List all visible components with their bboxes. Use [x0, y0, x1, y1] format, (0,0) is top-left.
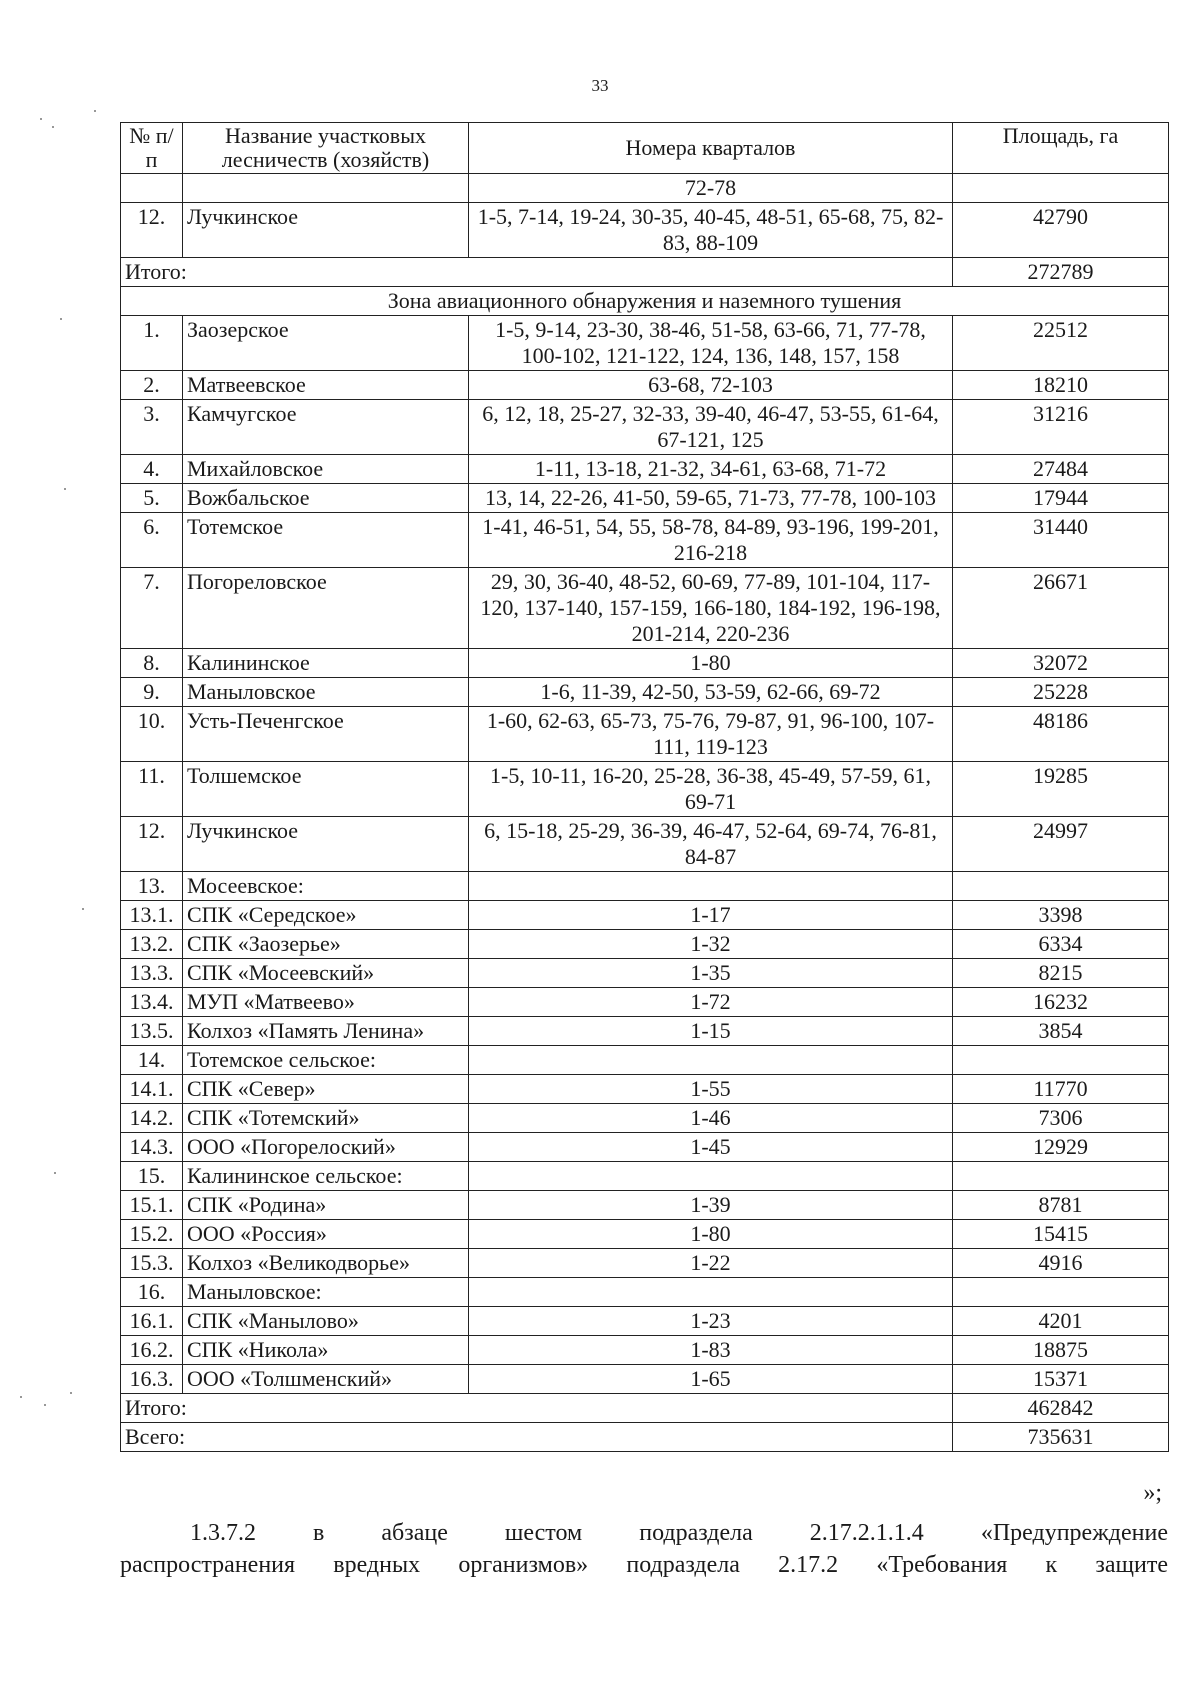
cell-name: СПК «Мосеевский»: [183, 959, 469, 988]
cell-num: 16.2.: [121, 1336, 183, 1365]
cell-quarters: 1-11, 13-18, 21-32, 34-61, 63-68, 71-72: [469, 455, 953, 484]
cell-name: СПК «Середское»: [183, 901, 469, 930]
cell-num: 7.: [121, 568, 183, 649]
cell-name: СПК «Родина»: [183, 1191, 469, 1220]
cell-area: [953, 1162, 1169, 1191]
cell-num: 15.3.: [121, 1249, 183, 1278]
cell-area: 17944: [953, 484, 1169, 513]
table-row: [121, 1162, 1169, 1191]
cell-quarters: 1-55: [469, 1075, 953, 1104]
table-row: [121, 1307, 1169, 1336]
cell-num: 13.5.: [121, 1017, 183, 1046]
cell-name: СПК «Никола»: [183, 1336, 469, 1365]
cell-area: 8781: [953, 1191, 1169, 1220]
table-body: [121, 174, 1169, 316]
totals-body: [121, 1394, 1169, 1452]
cell-area: 18210: [953, 371, 1169, 400]
table-row: [121, 1220, 1169, 1249]
zone-title-row: [121, 287, 1169, 316]
cell-name: Усть-Печенгское: [183, 707, 469, 762]
cell-area: 31216: [953, 400, 1169, 455]
cell-num: 1.: [121, 316, 183, 371]
cell-name: Калининское сельское:: [183, 1162, 469, 1191]
table-row: [121, 1336, 1169, 1365]
table-row: [121, 1017, 1169, 1046]
cell-num: 15.1.: [121, 1191, 183, 1220]
cell-num: 5.: [121, 484, 183, 513]
table-row: [121, 455, 1169, 484]
cell-area: [953, 1278, 1169, 1307]
table-row: [121, 988, 1169, 1017]
cell-name: Тотемское сельское:: [183, 1046, 469, 1075]
cell-name: Колхоз «Память Ленина»: [183, 1017, 469, 1046]
grand-total-value: 735631: [953, 1423, 1169, 1452]
cell-area: 16232: [953, 988, 1169, 1017]
cell-name: Матвеевское: [183, 371, 469, 400]
cell-quarters: 6, 15-18, 25-29, 36-39, 46-47, 52-64, 69-74, 76-81, 84-87: [469, 817, 953, 872]
cell-quarters: [469, 1162, 953, 1191]
table-row: [121, 901, 1169, 930]
cell-area: 15371: [953, 1365, 1169, 1394]
table-row: [121, 1104, 1169, 1133]
cell-area: [953, 872, 1169, 901]
cell-name: Лучкинское: [183, 817, 469, 872]
cell-num: 15.2.: [121, 1220, 183, 1249]
cell-num: 11.: [121, 762, 183, 817]
grand-total-label: Всего:: [121, 1423, 953, 1452]
cell-area: 32072: [953, 649, 1169, 678]
cell-name: Маныловское:: [183, 1278, 469, 1307]
cell-area: 6334: [953, 930, 1169, 959]
cell-name: СПК «Север»: [183, 1075, 469, 1104]
cell-area: 22512: [953, 316, 1169, 371]
cell-num: 13.4.: [121, 988, 183, 1017]
cell-area: 4201: [953, 1307, 1169, 1336]
cell-name: Толшемское: [183, 762, 469, 817]
cell-name: ООО «Толшменский»: [183, 1365, 469, 1394]
cell-area: 3398: [953, 901, 1169, 930]
cell-area: 25228: [953, 678, 1169, 707]
cell-name: Колхоз «Великодворье»: [183, 1249, 469, 1278]
forestry-table: [120, 122, 1169, 1452]
scan-speck: [70, 1392, 72, 1394]
table-row: [121, 678, 1169, 707]
header-name: Название участковых лесничеств (хозяйств): [183, 123, 469, 174]
cell-num: 2.: [121, 371, 183, 400]
cell-area: 8215: [953, 959, 1169, 988]
cell-area: 12929: [953, 1133, 1169, 1162]
table-row: [121, 400, 1169, 455]
cell-quarters: 1-46: [469, 1104, 953, 1133]
cell-area: [953, 174, 1169, 203]
table-header-row: [121, 123, 1169, 174]
scan-speck: [60, 318, 62, 320]
table-row: [121, 1133, 1169, 1162]
table-row: [121, 762, 1169, 817]
cell-area: 18875: [953, 1336, 1169, 1365]
cell-area: 4916: [953, 1249, 1169, 1278]
cell-quarters: 1-35: [469, 959, 953, 988]
subtotal-row: [121, 258, 1169, 287]
table-row: [121, 930, 1169, 959]
table-row: [121, 513, 1169, 568]
cell-quarters: 1-80: [469, 1220, 953, 1249]
header-num: № п/п: [121, 123, 183, 174]
cell-name: СПК «Манылово»: [183, 1307, 469, 1336]
header-area: Площадь, га: [953, 123, 1169, 174]
scan-speck: [52, 126, 54, 128]
closing-quote-mark: »;: [1143, 1480, 1162, 1506]
cell-quarters: 1-5, 7-14, 19-24, 30-35, 40-45, 48-51, 65-68, 75, 82-83, 88-109: [469, 203, 953, 258]
scan-speck: [40, 118, 42, 120]
cell-num: 12.: [121, 817, 183, 872]
scan-speck: [64, 488, 66, 490]
table-row: [121, 1365, 1169, 1394]
cell-name: Вожбальское: [183, 484, 469, 513]
cell-quarters: 13, 14, 22-26, 41-50, 59-65, 71-73, 77-78, 100-103: [469, 484, 953, 513]
cell-num: 14.3.: [121, 1133, 183, 1162]
cell-area: 26671: [953, 568, 1169, 649]
cell-num: 16.: [121, 1278, 183, 1307]
table-row: [121, 959, 1169, 988]
scan-speck: [54, 1172, 56, 1174]
cell-quarters: [469, 1278, 953, 1307]
cell-num: 9.: [121, 678, 183, 707]
table-row: [121, 1191, 1169, 1220]
cell-num: 10.: [121, 707, 183, 762]
page-number: 33: [591, 76, 609, 95]
cell-quarters: 1-23: [469, 1307, 953, 1336]
cell-area: 15415: [953, 1220, 1169, 1249]
cell-num: 14.2.: [121, 1104, 183, 1133]
cell-area: 3854: [953, 1017, 1169, 1046]
cell-quarters: 72-78: [469, 174, 953, 203]
cell-quarters: [469, 1046, 953, 1075]
cell-name: Мосеевское:: [183, 872, 469, 901]
cell-quarters: 1-65: [469, 1365, 953, 1394]
cell-name: Камчугское: [183, 400, 469, 455]
subtotal-label: Итого:: [121, 258, 953, 287]
cell-name: ООО «Погорелоский»: [183, 1133, 469, 1162]
cell-num: 13.2.: [121, 930, 183, 959]
scan-speck: [94, 110, 96, 112]
table-row: [121, 649, 1169, 678]
cell-area: 31440: [953, 513, 1169, 568]
cell-num: 15.: [121, 1162, 183, 1191]
cell-quarters: 1-6, 11-39, 42-50, 53-59, 62-66, 69-72: [469, 678, 953, 707]
table-row: [121, 1249, 1169, 1278]
subtotal-label: Итого:: [121, 1394, 953, 1423]
cell-area: 7306: [953, 1104, 1169, 1133]
cell-area: 24997: [953, 817, 1169, 872]
header-quarters: Номера кварталов: [469, 123, 953, 174]
cell-num: 6.: [121, 513, 183, 568]
cell-name: СПК «Тотемский»: [183, 1104, 469, 1133]
subtotal-row: [121, 1394, 1169, 1423]
cell-area: 19285: [953, 762, 1169, 817]
cell-quarters: 1-5, 9-14, 23-30, 38-46, 51-58, 63-66, 71, 77-78, 100-102, 121-122, 124, 136, 148, 157, 158: [469, 316, 953, 371]
cell-name: ООО «Россия»: [183, 1220, 469, 1249]
cell-num: 8.: [121, 649, 183, 678]
cell-num: 14.: [121, 1046, 183, 1075]
table-row: [121, 872, 1169, 901]
table-row: [121, 484, 1169, 513]
table-row: [121, 707, 1169, 762]
cell-num: 16.1.: [121, 1307, 183, 1336]
cell-num: [121, 174, 183, 203]
paragraph-line-1: 1.3.7.2 в абзаце шестом подраздела 2.17.2.1.1.4 «Предупреждение: [190, 1520, 1168, 1546]
table-row: [121, 568, 1169, 649]
table-row: [121, 1046, 1169, 1075]
cell-quarters: 1-72: [469, 988, 953, 1017]
cell-area: 27484: [953, 455, 1169, 484]
cell-quarters: 1-5, 10-11, 16-20, 25-28, 36-38, 45-49, 57-59, 61, 69-71: [469, 762, 953, 817]
cell-num: 4.: [121, 455, 183, 484]
scan-speck: [20, 1396, 22, 1398]
cell-name: Маныловское: [183, 678, 469, 707]
cell-num: 3.: [121, 400, 183, 455]
cell-quarters: 1-17: [469, 901, 953, 930]
cell-quarters: 6, 12, 18, 25-27, 32-33, 39-40, 46-47, 53-55, 61-64, 67-121, 125: [469, 400, 953, 455]
table-row: [121, 1075, 1169, 1104]
subtotal-value: 462842: [953, 1394, 1169, 1423]
table-row: [121, 316, 1169, 371]
cell-quarters: 63-68, 72-103: [469, 371, 953, 400]
cell-quarters: 29, 30, 36-40, 48-52, 60-69, 77-89, 101-104, 117-120, 137-140, 157-159, 166-180, 184-192, 196-198, 201-214, 220-236: [469, 568, 953, 649]
cell-name: Погореловское: [183, 568, 469, 649]
table-row: [121, 1278, 1169, 1307]
table-row: [121, 174, 1169, 203]
cell-area: 11770: [953, 1075, 1169, 1104]
cell-quarters: 1-15: [469, 1017, 953, 1046]
cell-num: 12.: [121, 203, 183, 258]
table-row: [121, 817, 1169, 872]
cell-num: 13.: [121, 872, 183, 901]
table-row: [121, 203, 1169, 258]
cell-quarters: 1-80: [469, 649, 953, 678]
scan-speck: [44, 1404, 46, 1406]
cell-num: 13.1.: [121, 901, 183, 930]
cell-name: Михайловское: [183, 455, 469, 484]
cell-num: 16.3.: [121, 1365, 183, 1394]
subtotal-value: 272789: [953, 258, 1169, 287]
zone-title: Зона авиационного обнаружения и наземного тушения: [121, 287, 1169, 316]
cell-quarters: 1-41, 46-51, 54, 55, 58-78, 84-89, 93-196, 199-201, 216-218: [469, 513, 953, 568]
cell-num: 13.3.: [121, 959, 183, 988]
cell-num: 14.1.: [121, 1075, 183, 1104]
cell-name: Тотемское: [183, 513, 469, 568]
grand-total-row: [121, 1423, 1169, 1452]
cell-quarters: 1-32: [469, 930, 953, 959]
cell-quarters: 1-83: [469, 1336, 953, 1365]
cell-name: Заозерское: [183, 316, 469, 371]
cell-area: [953, 1046, 1169, 1075]
cell-quarters: 1-60, 62-63, 65-73, 75-76, 79-87, 91, 96-100, 107-111, 119-123: [469, 707, 953, 762]
paragraph-line-2: распространения вредных организмов» подраздела 2.17.2 «Требования к защите: [120, 1552, 1168, 1578]
cell-quarters: 1-22: [469, 1249, 953, 1278]
cell-name: Калининское: [183, 649, 469, 678]
table-row: [121, 371, 1169, 400]
cell-quarters: 1-45: [469, 1133, 953, 1162]
cell-area: 48186: [953, 707, 1169, 762]
cell-quarters: 1-39: [469, 1191, 953, 1220]
scan-speck: [82, 908, 84, 910]
cell-name: Лучкинское: [183, 203, 469, 258]
cell-quarters: [469, 872, 953, 901]
cell-area: 42790: [953, 203, 1169, 258]
zone-rows: [121, 316, 1169, 1394]
cell-name: СПК «Заозерье»: [183, 930, 469, 959]
cell-name: [183, 174, 469, 203]
cell-name: МУП «Матвеево»: [183, 988, 469, 1017]
